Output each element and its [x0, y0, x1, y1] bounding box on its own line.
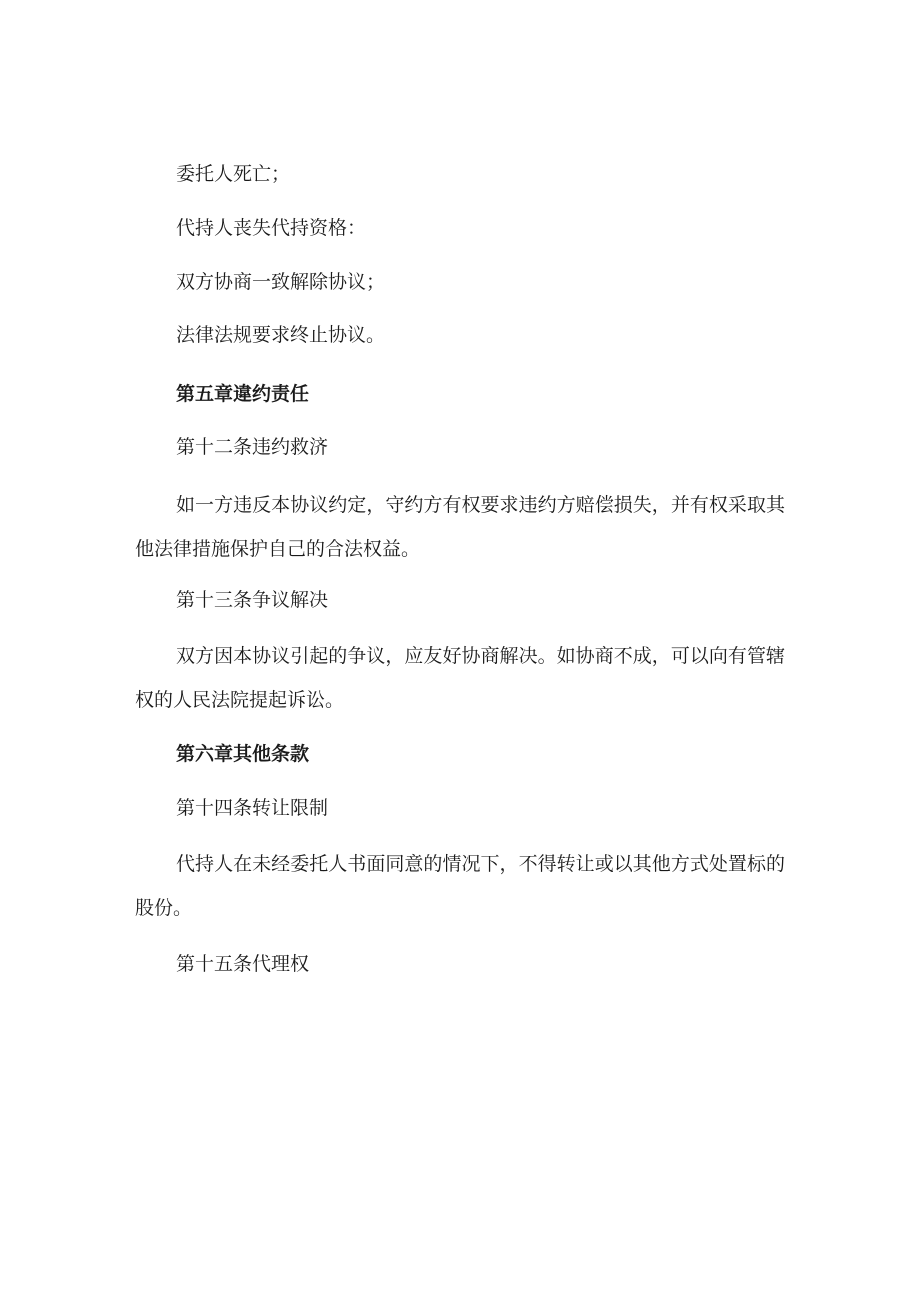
article-14-title: 第十四条转让限制: [176, 797, 329, 819]
article-14-text: 代持人在未经委托人书面同意的情况下，不得转让或以其他方式处置标的股份。: [135, 853, 785, 919]
article-13-title: 第十三条争议解决: [176, 589, 329, 611]
article-12-text: 如一方违反本协议约定，守约方有权要求违约方赔偿损失，并有权采取其他法律措施保护自己的合法权益。: [135, 494, 785, 560]
termination-item-3: 双方协商一致解除协议；: [176, 271, 386, 293]
article-15-title: 第十五条代理权: [176, 953, 310, 975]
termination-item-4: 法律法规要求终止协议。: [176, 324, 386, 346]
chapter-5-heading: 第五章違约责任: [176, 383, 310, 405]
chapter-6-heading: 第六章其他条款: [176, 743, 310, 765]
termination-item-2: 代持人丧失代持资格：: [176, 217, 367, 239]
article-12-title: 第十二条违约救济: [176, 436, 329, 458]
termination-item-1: 委托人死亡；: [176, 163, 291, 185]
article-13-text: 双方因本协议引起的争议，应友好协商解决。如协商不成，可以向有管辖权的人民法院提起诉讼。: [135, 645, 785, 711]
